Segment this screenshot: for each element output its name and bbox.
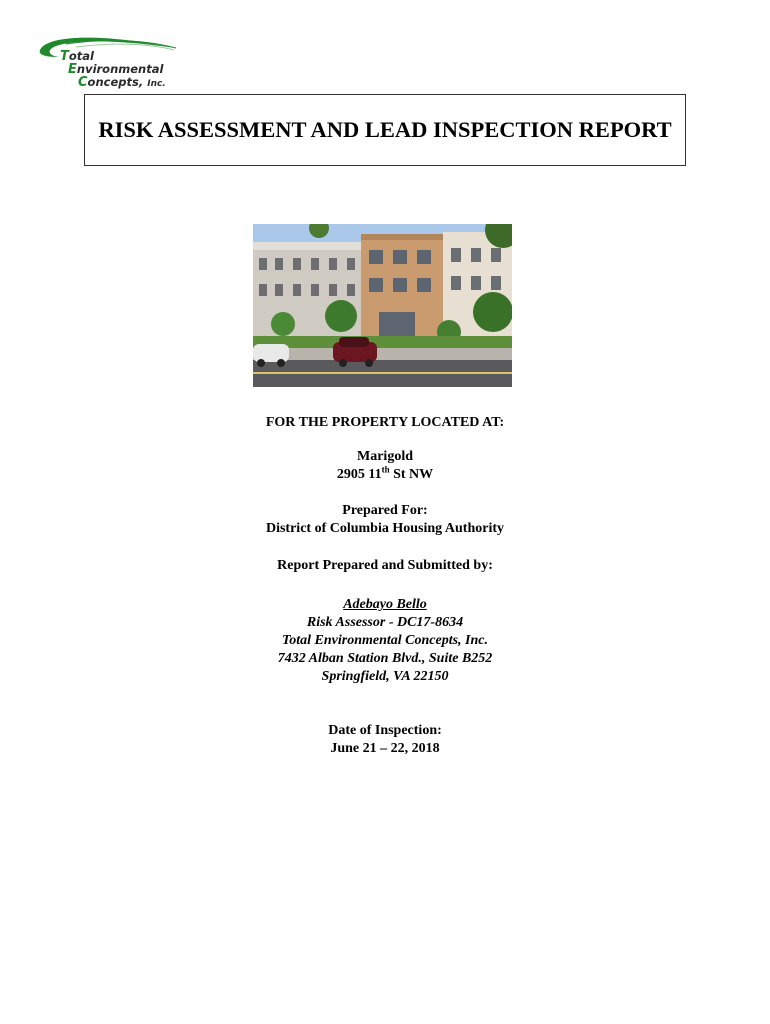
address-line: 2905 11th St NW <box>336 464 434 482</box>
assessor-section <box>0 596 770 686</box>
report-title: RISK ASSESSMENT AND LEAD INSPECTION REPORT <box>98 117 672 142</box>
street-address: 7432 Alban Station Blvd., Suite B252 <box>277 651 493 666</box>
date-label: Date of Inspection: <box>328 723 442 738</box>
company-logo <box>36 30 186 94</box>
inspection-date-section <box>0 722 770 758</box>
property-address <box>0 448 770 484</box>
city-address: Springfield, VA 22150 <box>321 669 449 684</box>
assessor-title: Risk Assessor - DC17-8634 <box>306 615 464 630</box>
prepared-for-label: Prepared For: <box>342 503 428 518</box>
submitted-by-label: Report Prepared and Submitted by: <box>277 558 493 573</box>
property-photo <box>253 224 512 387</box>
logo-wordmark: Total Environmental Concepts, Inc. <box>60 49 166 90</box>
prepared-for-section <box>0 502 770 538</box>
company-name: Total Environmental Concepts, Inc. <box>281 633 488 648</box>
property-name: Marigold <box>357 449 413 464</box>
property-heading: FOR THE PROPERTY LOCATED AT: <box>265 415 505 430</box>
prepared-for-value: District of Columbia Housing Authority <box>265 521 504 536</box>
assessor-name: Adebayo Bello <box>343 597 427 612</box>
inspection-date: June 21 – 22, 2018 <box>330 741 440 756</box>
title-box <box>84 94 686 166</box>
